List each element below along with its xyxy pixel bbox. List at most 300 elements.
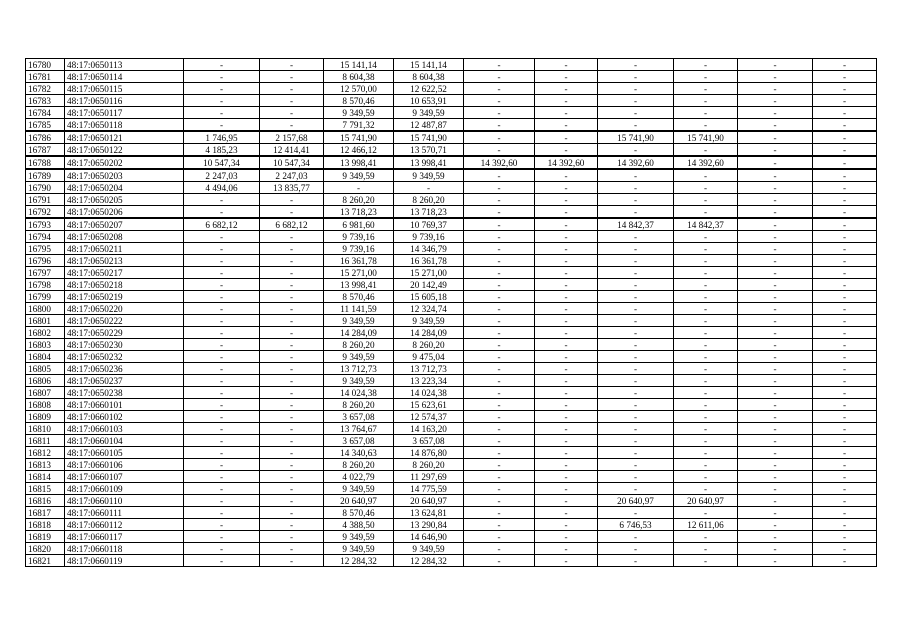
value-cell: - <box>738 95 813 107</box>
row-number-cell: 16800 <box>26 303 65 315</box>
value-cell: - <box>464 519 535 531</box>
value-cell: - <box>674 315 738 327</box>
value-cell: - <box>184 543 260 555</box>
value-cell: - <box>738 156 813 169</box>
value-cell: - <box>813 507 877 519</box>
value-cell: - <box>738 71 813 83</box>
value-cell: - <box>598 231 674 243</box>
value-cell: - <box>535 194 598 206</box>
value-cell: - <box>184 206 260 219</box>
cadastral-code-cell: 48:17:0660103 <box>65 423 184 435</box>
value-cell: - <box>813 459 877 471</box>
value-cell: - <box>738 411 813 423</box>
cadastral-code-cell: 48:17:0650118 <box>65 119 184 132</box>
value-cell: - <box>813 363 877 375</box>
value-cell: - <box>813 243 877 255</box>
table-row <box>26 95 877 107</box>
value-cell: 9 349,59 <box>324 531 394 543</box>
value-cell: - <box>464 327 535 339</box>
value-cell: 15 605,18 <box>394 291 464 303</box>
value-cell: - <box>598 83 674 95</box>
value-cell: - <box>738 387 813 399</box>
cadastral-code-cell: 48:17:0650208 <box>65 231 184 243</box>
table-row <box>26 267 877 279</box>
value-cell: 13 712,73 <box>324 363 394 375</box>
value-cell: - <box>184 243 260 255</box>
value-cell: - <box>813 218 877 231</box>
value-cell: - <box>598 303 674 315</box>
value-cell: - <box>260 194 324 206</box>
cadastral-code-cell: 48:17:0660110 <box>65 495 184 507</box>
value-cell: - <box>813 303 877 315</box>
table-row <box>26 206 877 219</box>
value-cell: 13 998,41 <box>324 156 394 169</box>
value-cell: 9 349,59 <box>394 107 464 119</box>
cadastral-code-cell: 48:17:0650114 <box>65 71 184 83</box>
value-cell: 8 260,20 <box>394 339 464 351</box>
value-cell: - <box>464 243 535 255</box>
value-cell: - <box>598 339 674 351</box>
value-cell: - <box>598 423 674 435</box>
value-cell: - <box>738 519 813 531</box>
value-cell: - <box>674 182 738 194</box>
value-cell: - <box>598 279 674 291</box>
value-cell: - <box>464 495 535 507</box>
value-cell: - <box>813 255 877 267</box>
value-cell: - <box>260 519 324 531</box>
value-cell: 1 746,95 <box>184 131 260 144</box>
value-cell: 4 185,23 <box>184 144 260 157</box>
row-number-cell: 16820 <box>26 543 65 555</box>
cadastral-code-cell: 48:17:0660105 <box>65 447 184 459</box>
value-cell: - <box>738 399 813 411</box>
value-cell: - <box>598 399 674 411</box>
table-row <box>26 169 877 182</box>
value-cell: - <box>184 555 260 567</box>
value-cell: - <box>184 95 260 107</box>
value-cell: 9 349,59 <box>394 543 464 555</box>
row-number-cell: 16783 <box>26 95 65 107</box>
value-cell: - <box>674 339 738 351</box>
value-cell: - <box>464 231 535 243</box>
value-cell: 9 349,59 <box>324 315 394 327</box>
value-cell: 16 361,78 <box>324 255 394 267</box>
row-number-cell: 16803 <box>26 339 65 351</box>
value-cell: 6 981,60 <box>324 218 394 231</box>
value-cell: - <box>674 95 738 107</box>
row-number-cell: 16781 <box>26 71 65 83</box>
value-cell: 9 349,59 <box>324 543 394 555</box>
value-cell: - <box>184 423 260 435</box>
value-cell: - <box>535 95 598 107</box>
row-number-cell: 16788 <box>26 156 65 169</box>
value-cell: - <box>260 531 324 543</box>
value-cell: 14 284,09 <box>324 327 394 339</box>
table-row <box>26 387 877 399</box>
value-cell: - <box>598 169 674 182</box>
value-cell: 6 682,12 <box>184 218 260 231</box>
value-cell: 13 718,23 <box>324 206 394 219</box>
value-cell: - <box>738 218 813 231</box>
row-number-cell: 16815 <box>26 483 65 495</box>
row-number-cell: 16808 <box>26 399 65 411</box>
value-cell: - <box>464 435 535 447</box>
value-cell: - <box>674 291 738 303</box>
value-cell: 9 475,04 <box>394 351 464 363</box>
value-cell: - <box>464 107 535 119</box>
value-cell: - <box>464 119 535 132</box>
value-cell: - <box>738 459 813 471</box>
value-cell: - <box>738 144 813 157</box>
value-cell: - <box>598 555 674 567</box>
value-cell: - <box>813 327 877 339</box>
value-cell: - <box>813 169 877 182</box>
value-cell: - <box>464 291 535 303</box>
value-cell: - <box>464 169 535 182</box>
value-cell: - <box>598 255 674 267</box>
value-cell: - <box>738 131 813 144</box>
row-number-cell: 16780 <box>26 59 65 71</box>
value-cell: - <box>464 315 535 327</box>
cadastral-code-cell: 48:17:0650202 <box>65 156 184 169</box>
value-cell: 12 284,32 <box>324 555 394 567</box>
value-cell: - <box>598 387 674 399</box>
cadastral-code-cell: 48:17:0650116 <box>65 95 184 107</box>
value-cell: 15 271,00 <box>394 267 464 279</box>
value-cell: - <box>260 351 324 363</box>
value-cell: - <box>813 144 877 157</box>
value-cell: 14 392,60 <box>464 156 535 169</box>
value-cell: 9 349,59 <box>394 169 464 182</box>
value-cell: - <box>535 327 598 339</box>
value-cell: - <box>464 144 535 157</box>
table-row <box>26 435 877 447</box>
table-row <box>26 399 877 411</box>
value-cell: 14 392,60 <box>535 156 598 169</box>
value-cell: - <box>535 351 598 363</box>
value-cell: 8 604,38 <box>324 71 394 83</box>
value-cell: - <box>535 471 598 483</box>
value-cell: - <box>464 387 535 399</box>
row-number-cell: 16796 <box>26 255 65 267</box>
value-cell: 13 718,23 <box>394 206 464 219</box>
value-cell: - <box>535 519 598 531</box>
value-cell: - <box>464 95 535 107</box>
value-cell: - <box>738 255 813 267</box>
value-cell: - <box>738 339 813 351</box>
row-number-cell: 16807 <box>26 387 65 399</box>
value-cell: - <box>738 119 813 132</box>
value-cell: - <box>464 339 535 351</box>
value-cell: 4 494,06 <box>184 182 260 194</box>
value-cell: - <box>598 375 674 387</box>
value-cell: - <box>674 303 738 315</box>
value-cell: 10 547,34 <box>184 156 260 169</box>
value-cell: - <box>674 531 738 543</box>
value-cell: - <box>184 59 260 71</box>
value-cell: - <box>260 291 324 303</box>
value-cell: 20 640,97 <box>324 495 394 507</box>
value-cell: 15 741,90 <box>674 131 738 144</box>
value-cell: 8 260,20 <box>324 459 394 471</box>
value-cell: - <box>535 435 598 447</box>
value-cell: - <box>184 255 260 267</box>
cadastral-code-cell: 48:17:0660107 <box>65 471 184 483</box>
value-cell: - <box>674 107 738 119</box>
value-cell: - <box>464 483 535 495</box>
value-cell: - <box>598 95 674 107</box>
value-cell: - <box>184 194 260 206</box>
value-cell: 16 361,78 <box>394 255 464 267</box>
value-cell: - <box>535 411 598 423</box>
table-row <box>26 131 877 144</box>
table-row <box>26 543 877 555</box>
value-cell: - <box>184 531 260 543</box>
value-cell: - <box>738 507 813 519</box>
value-cell: - <box>260 255 324 267</box>
row-number-cell: 16795 <box>26 243 65 255</box>
table-row <box>26 339 877 351</box>
value-cell: 8 570,46 <box>324 95 394 107</box>
table-body <box>26 59 877 567</box>
value-cell: - <box>260 303 324 315</box>
value-cell: - <box>464 555 535 567</box>
value-cell: - <box>738 279 813 291</box>
value-cell: - <box>260 483 324 495</box>
value-cell: - <box>738 483 813 495</box>
value-cell: - <box>813 483 877 495</box>
value-cell: - <box>184 291 260 303</box>
value-cell: - <box>260 363 324 375</box>
cadastral-code-cell: 48:17:0650220 <box>65 303 184 315</box>
value-cell: - <box>535 483 598 495</box>
value-cell: 8 604,38 <box>394 71 464 83</box>
table-row <box>26 279 877 291</box>
value-cell: - <box>464 363 535 375</box>
value-cell: - <box>738 447 813 459</box>
value-cell: 12 570,00 <box>324 83 394 95</box>
value-cell: - <box>813 411 877 423</box>
value-cell: - <box>260 83 324 95</box>
value-cell: - <box>738 555 813 567</box>
value-cell: - <box>464 507 535 519</box>
value-cell: 13 290,84 <box>394 519 464 531</box>
value-cell: 15 741,90 <box>394 131 464 144</box>
value-cell: - <box>738 315 813 327</box>
value-cell: - <box>674 279 738 291</box>
row-number-cell: 16786 <box>26 131 65 144</box>
value-cell: - <box>598 71 674 83</box>
cadastral-code-cell: 48:17:0650213 <box>65 255 184 267</box>
value-cell: 12 487,87 <box>394 119 464 132</box>
cadastral-code-cell: 48:17:0650203 <box>65 169 184 182</box>
table-row <box>26 351 877 363</box>
value-cell: - <box>598 471 674 483</box>
value-cell: - <box>813 71 877 83</box>
value-cell: 3 657,08 <box>394 435 464 447</box>
value-cell: - <box>813 339 877 351</box>
value-cell: - <box>674 231 738 243</box>
value-cell: - <box>674 59 738 71</box>
value-cell: - <box>535 131 598 144</box>
table-row <box>26 182 877 194</box>
row-number-cell: 16806 <box>26 375 65 387</box>
value-cell: 15 271,00 <box>324 267 394 279</box>
value-cell: - <box>464 267 535 279</box>
value-cell: - <box>535 303 598 315</box>
value-cell: 15 741,90 <box>324 131 394 144</box>
cadastral-code-cell: 48:17:0650122 <box>65 144 184 157</box>
value-cell: - <box>260 411 324 423</box>
value-cell: 14 163,20 <box>394 423 464 435</box>
value-cell: - <box>464 182 535 194</box>
value-cell: 10 769,37 <box>394 218 464 231</box>
value-cell: - <box>813 315 877 327</box>
value-cell: - <box>674 206 738 219</box>
value-cell: 9 739,16 <box>324 231 394 243</box>
value-cell: - <box>674 255 738 267</box>
value-cell: - <box>598 206 674 219</box>
value-cell: - <box>674 71 738 83</box>
value-cell: - <box>260 231 324 243</box>
value-cell: 2 247,03 <box>184 169 260 182</box>
value-cell: 13 764,67 <box>324 423 394 435</box>
value-cell: 14 876,80 <box>394 447 464 459</box>
table-row <box>26 144 877 157</box>
value-cell: 12 622,52 <box>394 83 464 95</box>
value-cell: - <box>184 351 260 363</box>
row-number-cell: 16802 <box>26 327 65 339</box>
value-cell: - <box>813 83 877 95</box>
value-cell: - <box>598 107 674 119</box>
cadastral-code-cell: 48:17:0650115 <box>65 83 184 95</box>
value-cell: - <box>184 267 260 279</box>
value-cell: - <box>598 327 674 339</box>
value-cell: - <box>738 243 813 255</box>
value-cell: 13 835,77 <box>260 182 324 194</box>
value-cell: - <box>184 399 260 411</box>
value-cell: - <box>260 59 324 71</box>
value-cell: 9 349,59 <box>324 107 394 119</box>
value-cell: 15 141,14 <box>394 59 464 71</box>
value-cell: - <box>324 182 394 194</box>
cadastral-code-cell: 48:17:0650232 <box>65 351 184 363</box>
value-cell: - <box>738 375 813 387</box>
table-row <box>26 83 877 95</box>
value-cell: - <box>464 423 535 435</box>
row-number-cell: 16798 <box>26 279 65 291</box>
cadastral-code-cell: 48:17:0660109 <box>65 483 184 495</box>
value-cell: 14 392,60 <box>598 156 674 169</box>
value-cell: - <box>813 471 877 483</box>
value-cell: - <box>674 543 738 555</box>
table-row <box>26 519 877 531</box>
value-cell: - <box>464 303 535 315</box>
data-table <box>25 58 877 567</box>
table-row <box>26 194 877 206</box>
value-cell: - <box>674 83 738 95</box>
value-cell: 13 998,41 <box>394 156 464 169</box>
cadastral-code-cell: 48:17:0660101 <box>65 399 184 411</box>
value-cell: - <box>535 144 598 157</box>
row-number-cell: 16785 <box>26 119 65 132</box>
value-cell: - <box>813 519 877 531</box>
value-cell: - <box>260 267 324 279</box>
table-row <box>26 531 877 543</box>
value-cell: - <box>535 387 598 399</box>
cadastral-code-cell: 48:17:0650204 <box>65 182 184 194</box>
value-cell: 9 349,59 <box>394 315 464 327</box>
table-row <box>26 423 877 435</box>
row-number-cell: 16787 <box>26 144 65 157</box>
value-cell: - <box>184 327 260 339</box>
value-cell: - <box>813 435 877 447</box>
value-cell: - <box>260 423 324 435</box>
value-cell: - <box>260 435 324 447</box>
row-number-cell: 16804 <box>26 351 65 363</box>
value-cell: - <box>674 555 738 567</box>
value-cell: - <box>738 435 813 447</box>
value-cell: - <box>813 531 877 543</box>
value-cell: - <box>184 303 260 315</box>
value-cell: - <box>813 447 877 459</box>
value-cell: - <box>598 315 674 327</box>
value-cell: - <box>813 423 877 435</box>
cadastral-code-cell: 48:17:0660111 <box>65 507 184 519</box>
row-number-cell: 16810 <box>26 423 65 435</box>
value-cell: - <box>184 279 260 291</box>
value-cell: - <box>598 507 674 519</box>
value-cell: - <box>598 291 674 303</box>
table-row <box>26 411 877 423</box>
value-cell: - <box>598 182 674 194</box>
value-cell: - <box>813 291 877 303</box>
value-cell: 8 260,20 <box>394 459 464 471</box>
value-cell: 9 349,59 <box>324 351 394 363</box>
value-cell: - <box>184 107 260 119</box>
value-cell: - <box>260 399 324 411</box>
value-cell: - <box>464 447 535 459</box>
value-cell: - <box>260 507 324 519</box>
value-cell: 8 260,20 <box>324 339 394 351</box>
value-cell: - <box>674 447 738 459</box>
value-cell: 13 998,41 <box>324 279 394 291</box>
value-cell: - <box>738 327 813 339</box>
value-cell: - <box>464 375 535 387</box>
value-cell: - <box>535 495 598 507</box>
value-cell: - <box>598 351 674 363</box>
value-cell: - <box>738 291 813 303</box>
value-cell: - <box>260 279 324 291</box>
value-cell: - <box>535 363 598 375</box>
cadastral-code-cell: 48:17:0650230 <box>65 339 184 351</box>
row-number-cell: 16818 <box>26 519 65 531</box>
cadastral-code-cell: 48:17:0660104 <box>65 435 184 447</box>
value-cell: - <box>738 471 813 483</box>
value-cell: 14 842,37 <box>674 218 738 231</box>
value-cell: - <box>813 351 877 363</box>
value-cell: 15 141,14 <box>324 59 394 71</box>
value-cell: - <box>813 267 877 279</box>
table-row <box>26 471 877 483</box>
value-cell: 8 570,46 <box>324 507 394 519</box>
value-cell: 14 340,63 <box>324 447 394 459</box>
value-cell: 9 349,59 <box>324 483 394 495</box>
row-number-cell: 16793 <box>26 218 65 231</box>
value-cell: - <box>674 243 738 255</box>
value-cell: 12 414,41 <box>260 144 324 157</box>
value-cell: - <box>738 59 813 71</box>
